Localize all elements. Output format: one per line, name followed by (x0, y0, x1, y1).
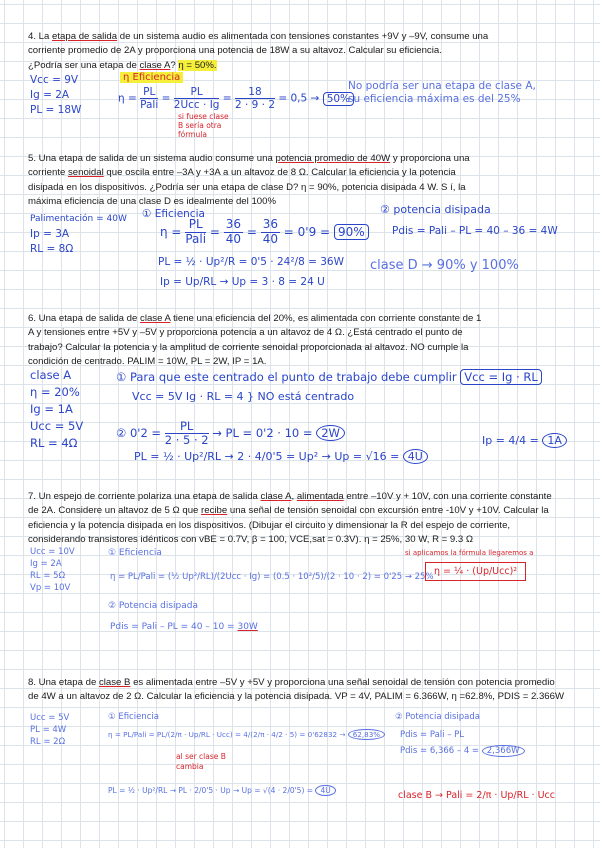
p6-power-calc: ② 0'2 = $\frac{PL}{2 \cdot 5 \cdot 2}$ → PL = 0'2 · 10 = 2W (116, 420, 345, 447)
p5-given (30, 212, 127, 257)
p4-conclusion: No podría ser una etapa de clase A, su eficiencia máxima es del 25% (348, 80, 536, 105)
p7-formula-note: si aplicamos la fórmula llegaremos a (405, 549, 534, 557)
p4-red-note: si fuese clase B sería otra fórmula (178, 112, 229, 139)
p5-line4: máxima eficiencia de una clase D es idealmente del 100% (28, 196, 276, 208)
p4-result-box: 50% (323, 92, 354, 106)
p8-title-efficiency: ① Eficiencia (108, 712, 159, 722)
p8-classb-formula: clase B → Pali = 2/π · Up/RL · Ucc (398, 790, 555, 801)
p8-red-note: al ser clase B cambia (176, 752, 226, 771)
p6-power-result: 2W (316, 425, 345, 441)
p4-efficiency-formula: η = $\frac{PL}{\text{Pali}}$ = $\frac{PL}{\text{2Ucc · Ig}}$ = $\frac{18}{2 \cdot 9 \cdot 2}$ = 0,5 → 50% (118, 86, 354, 111)
p7-line2: de 2A. Considere un altavoz de 5 Ω que recibe una señal de tensión senoidal con excursión entre -10V y +10V. Calcular la (28, 505, 549, 517)
p6-line1: 6. Una etapa de salida de clase A tiene una eficiencia del 20%, es alimentada con corriente constante de 1 (28, 313, 482, 324)
p5-line3: disipada en los dispositivos. ¿Podría ser una etapa de clase D? η = 90%, potencia disipada 4 W. S í, la (28, 181, 466, 193)
p8-pdis-value: Pdis = 6,366 – 4 = 2,366W (400, 746, 525, 756)
p6-ip-calc: Ip = 4/4 = 1A (482, 434, 567, 447)
p8-line1: 8. Una etapa de clase B es alimentada entre –5V y +5V y proporciona una señal senoidal de tensión con potencia promedio (28, 677, 555, 688)
p5-eta-box: 90% (334, 224, 369, 240)
p4-given-pl: PL = 18W (30, 104, 82, 116)
p7-title-efficiency: ① Eficiencia (108, 548, 162, 558)
problem-6-statement (28, 312, 588, 370)
p7-given-ig: Ig = 2A (30, 559, 62, 569)
p5-title-efficiency: ① Eficiencia (142, 208, 205, 220)
p4-line3: ¿Podría ser una etapa de clase A? η = 50%. (28, 59, 217, 71)
p8-given-rl: RL = 2Ω (30, 737, 66, 747)
p6-amplitude-result: 4U (403, 449, 428, 464)
p5-line1: 5. Una etapa de salida de un sistema audio consume una potencia promedio de 40W y proporciona una (28, 153, 470, 164)
p6-given (30, 367, 83, 452)
p6-given-eta: η = 20% (30, 385, 80, 399)
p7-pdis: Pdis = Pali – PL = 40 – 10 = 30W (110, 622, 258, 632)
p8-line2: de 4W a un altavoz de 2 Ω. Calcular la eficiencia y la potencia disipada. VP = 4V, PALIM = 6.366W, η =62.8%, PDIS = 2.366W (28, 691, 565, 703)
problem-8-statement (28, 676, 598, 705)
p5-conclusion: clase D → 90% y 100% (370, 258, 519, 273)
p7-line3: eficiencia y la potencia disipada en los dispositivos. (Dibujar el circuito y dimensionar la R del espejo de corriente, (28, 519, 511, 531)
p8-eta-result: 62,83% (348, 729, 385, 740)
p6-given-rl: RL = 4Ω (30, 436, 78, 450)
p5-ip-line: Ip = Up/RL → Up = 3 · 8 = 24 U (160, 276, 325, 288)
p8-up-result: 4U (315, 785, 335, 796)
p7-line1: 7. Un espejo de corriente polariza una etapa de salida clase A, alimentada entre –10V y + 10V, con una corriente constante (28, 491, 552, 502)
p6-ip-result: 1A (542, 433, 567, 448)
p8-title-dissipated: ② Potencia disipada (395, 712, 480, 722)
p7-given-rl: RL = 5Ω (30, 571, 66, 581)
p5-title-dissipated: ② potencia disipada (380, 203, 491, 216)
p7-pdis-result: 30W (237, 622, 258, 632)
p8-pdis: Pdis = Pali – PL (400, 730, 465, 740)
p6-line3: trabajo? Calcular la potencia y la amplitud de corriente senoidal proporcionada al altavoz. NO cumple la (28, 341, 469, 353)
p4-line1: 4. La etapa de salida de un sistema audio es alimentada con tensiones constantes +9V y –9V, consume una (28, 31, 489, 42)
p4-line2: corriente promedio de 2A y proporciona una potencia de 18W a su altavoz. Calcular su eficiencia. (28, 45, 442, 57)
p7-given-ucc: Ucc = 10V (30, 547, 75, 557)
p5-given-pali: Palimentación = 40W (30, 214, 127, 224)
p8-pdis-result: 2,366W (482, 745, 525, 757)
p4-efficiency-title: η Eficiencia (120, 72, 183, 83)
p6-given-ucc: Ucc = 5V (30, 419, 84, 433)
p5-efficiency-formula: η = $\frac{PL}{\text{Pali}}$ = $\frac{36}{40}$ = $\frac{36}{40}$ = 0'9 = 90% (160, 218, 369, 247)
p8-efficiency-calc: η = PL/Pali = PL/(2/π · Up/RL · Ucc) = 4/(2/π · 4/2 · 5) = 0'62832 → 62,83% (108, 730, 385, 739)
p7-given-vp: Vp = 10V (30, 583, 71, 593)
p6-given-ig: Ig = 1A (30, 402, 73, 416)
p5-line2: corriente senoidal que oscila entre –3A y +3A a un altavoz de 8 Ω. Calcular la eficiencia y la potencia (28, 167, 456, 179)
p5-given-ip: Ip = 3A (30, 228, 70, 240)
p5-given-rl: RL = 8Ω (30, 243, 74, 255)
problem-4-statement (28, 30, 588, 73)
p4-given-vcc: Vcc = 9V (30, 74, 79, 86)
p8-pl-calc: PL = ½ · Up²/RL → PL · 2/0'5 · Up → Up = √(4 · 2/0'5) = 4U (108, 786, 336, 795)
p6-amplitude-calc: PL = ½ · Up²/RL → 2 · 4/0'5 = Up² → Up = √16 = 4U (134, 450, 428, 463)
p7-given (30, 546, 75, 594)
p7-efficiency-calc: η = PL/Pali = (½ Up²/RL)/(2Ucc · Ig) = (0.5 · 10²/5)/(2 · 10 · 2) = 0'25 → 25% (110, 572, 434, 582)
p8-given-ucc: Ucc = 5V (30, 713, 70, 723)
p6-centered-check: Vcc = 5V Ig · RL = 4 } NO está centrado (132, 390, 355, 403)
p8-given (30, 712, 69, 748)
p5-pdis: Pdis = Pali – PL = 40 – 36 = 4W (392, 225, 558, 237)
p8-given-pl: PL = 4W (30, 725, 67, 735)
p6-centered-condition: ① Para que este centrado el punto de trabajo debe cumplir Vcc = Ig · RL (116, 370, 542, 384)
p6-given-class: clase A (30, 368, 72, 382)
problem-5-statement (28, 152, 588, 210)
p4-given-ig: Ig = 2A (30, 89, 70, 101)
p6-condition-box: Vcc = Ig · RL (460, 369, 542, 385)
p7-title-dissipated: ② Potencia disipada (108, 601, 198, 611)
p5-pl-line: PL = ½ · Up²/R = 0'5 · 24²/8 = 36W (158, 256, 344, 268)
p7-formula-box: η = ¼ · (Up/Ucc)² (425, 562, 526, 581)
p4-given (30, 73, 81, 118)
problem-7-statement (28, 490, 588, 548)
p6-line4: condición de centrado. PALIM = 10W, PL = 2W, IP = 1A. (28, 356, 267, 368)
p6-line2: A y tensiones entre +5V y –5V y proporciona potencia a un altavoz de 4 Ω. ¿Está centrado el punto de (28, 327, 463, 339)
p7-line4: considerando transistores idénticos con vBE = 0.7V, β = 100, VCE,sat = 0.3V). η = 25%, 30 W, R = 9.3 Ω (28, 534, 474, 546)
